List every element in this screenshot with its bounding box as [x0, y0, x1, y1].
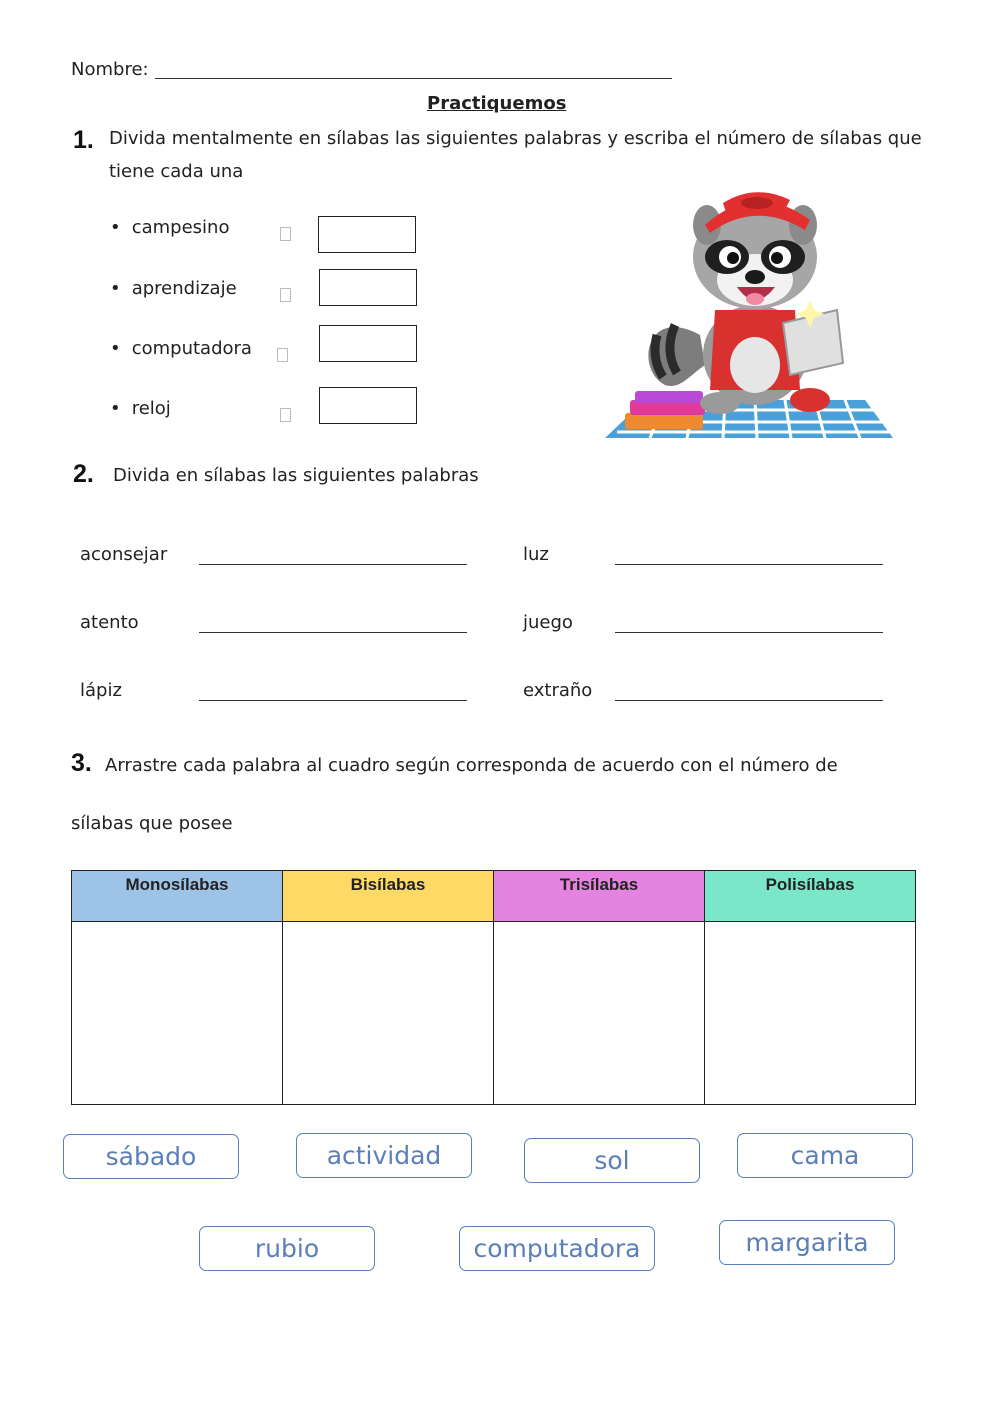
answer-line-luz[interactable]: [615, 564, 883, 565]
word-extrano: extraño: [523, 680, 593, 701]
exercise-1-instruction-line2: tiene cada una: [109, 161, 244, 182]
answer-line-atento[interactable]: [199, 632, 467, 633]
word-chip-cama[interactable]: cama: [737, 1133, 913, 1178]
placeholder-glyph-icon: [280, 408, 291, 422]
word-lapiz: lápiz: [80, 680, 122, 701]
column-header-trisilabas: Trisílabas: [494, 871, 705, 922]
answer-line-extrano[interactable]: [615, 700, 883, 701]
word-label: campesino: [131, 217, 230, 238]
drop-zone-bisilabas[interactable]: [283, 922, 494, 1105]
exercise-3-instruction-line1: Arrastre cada palabra al cuadro según corresponda de acuerdo con el número de: [105, 755, 838, 776]
answer-line-lapiz[interactable]: [199, 700, 467, 701]
drop-zone-trisilabas[interactable]: [494, 922, 705, 1105]
exercise-1-instruction-line1: Divida mentalmente en sílabas las siguientes palabras y escriba el número de sílabas que: [109, 128, 922, 149]
exercise-2-instruction: Divida en sílabas las siguientes palabras: [113, 465, 479, 486]
placeholder-glyph-icon: [280, 288, 291, 302]
word-atento: atento: [80, 612, 139, 633]
word-label: computadora: [131, 338, 252, 359]
column-header-monosilabas: Monosílabas: [72, 871, 283, 922]
raccoon-reading-tablet-icon: [605, 185, 895, 440]
word-chip-rubio[interactable]: rubio: [199, 1226, 375, 1271]
drop-zone-monosilabas[interactable]: [72, 922, 283, 1105]
word-chip-sabado[interactable]: sábado: [63, 1134, 239, 1179]
name-line[interactable]: [155, 78, 672, 79]
word-aconsejar: aconsejar: [80, 544, 168, 565]
placeholder-glyph-icon: [277, 348, 288, 362]
column-header-polisilabas: Polisílabas: [705, 871, 916, 922]
word-chip-margarita[interactable]: margarita: [719, 1220, 895, 1265]
drop-zone-polisilabas[interactable]: [705, 922, 916, 1105]
bullet: •: [110, 217, 121, 238]
answer-box-campesino[interactable]: [318, 216, 416, 253]
word-item: [110, 217, 229, 238]
answer-box-reloj[interactable]: [319, 387, 417, 424]
bullet: •: [110, 278, 121, 299]
exercise-1-number: 1.: [73, 126, 94, 154]
exercise-3-number: 3.: [71, 749, 92, 777]
answer-box-aprendizaje[interactable]: [319, 269, 417, 306]
exercise-3-instruction-line2: sílabas que posee: [71, 813, 233, 834]
word-label: aprendizaje: [131, 278, 237, 299]
word-label: reloj: [131, 398, 171, 419]
column-header-bisilabas: Bisílabas: [283, 871, 494, 922]
word-chip-actividad[interactable]: actividad: [296, 1133, 472, 1178]
placeholder-glyph-icon: [280, 227, 291, 241]
exercise-2-number: 2.: [73, 460, 94, 488]
word-item: [110, 338, 252, 359]
answer-line-aconsejar[interactable]: [199, 564, 467, 565]
word-chip-sol[interactable]: sol: [524, 1138, 700, 1183]
name-label: Nombre:: [71, 59, 149, 80]
classification-table: [71, 870, 916, 1105]
answer-line-juego[interactable]: [615, 632, 883, 633]
page-title: Practiquemos: [427, 93, 567, 114]
bullet: •: [110, 398, 121, 419]
word-item: [110, 398, 171, 419]
word-item: [110, 278, 237, 299]
word-juego: juego: [523, 612, 573, 633]
word-luz: luz: [523, 544, 549, 565]
word-chip-computadora[interactable]: computadora: [459, 1226, 655, 1271]
bullet: •: [110, 338, 121, 359]
answer-box-computadora[interactable]: [319, 325, 417, 362]
